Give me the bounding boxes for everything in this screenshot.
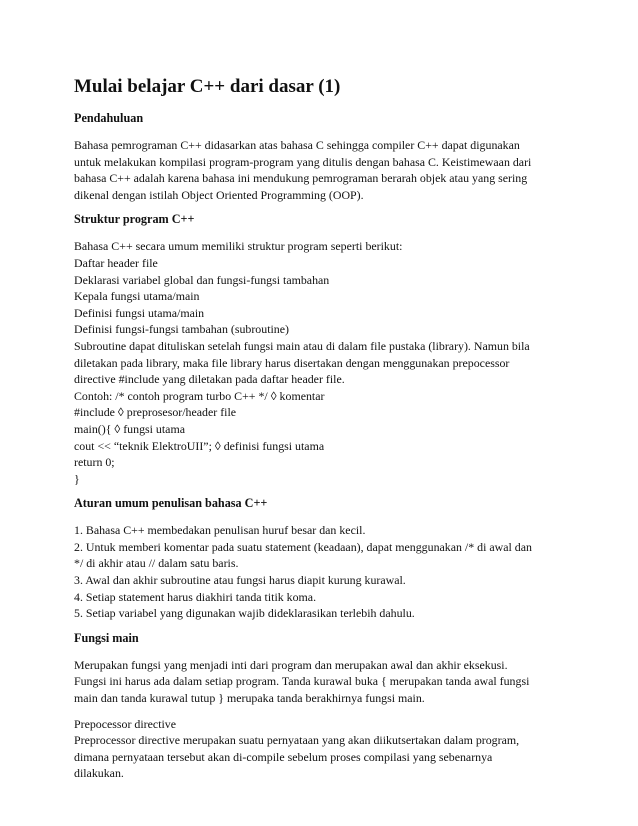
- text-line: Daftar header file: [74, 255, 158, 270]
- text-line: untuk melakukan kompilasi program-program yang ditulis dengan bahasa C. Keistimewaan dari: [74, 154, 532, 169]
- section-heading-aturan: Aturan umum penulisan bahasa C++: [74, 496, 268, 511]
- document-title: Mulai belajar C++ dari dasar (1): [74, 76, 341, 97]
- section-heading-pendahuluan: Pendahuluan: [74, 111, 144, 125]
- code-line: #include ◊ preprosesor/header file: [74, 405, 237, 420]
- document-page: [74, 76, 574, 791]
- code-line: cout << “teknik ElektroUII”; ◊ definisi fungsi utama: [74, 438, 325, 453]
- section-heading-struktur: Struktur program C++: [74, 212, 195, 227]
- list-item: 1. Bahasa C++ membedakan penulisan huruf besar dan kecil.: [74, 523, 366, 538]
- list-item: 2. Untuk memberi komentar pada suatu statement (keadaan), dapat menggunakan /* di awal dan: [74, 539, 532, 554]
- list-item: 4. Setiap statement harus diakhiri tanda titik koma.: [74, 589, 317, 604]
- code-line: }: [74, 471, 80, 486]
- list-item: 3. Awal dan akhir subroutine atau fungsi harus diapit kurung kurawal.: [74, 573, 406, 588]
- text-line: dikenal dengan istilah Object Oriented Programming (OOP).: [74, 187, 364, 202]
- text-line: directive #include yang diletakan pada daftar header file.: [74, 372, 345, 387]
- paragraph-struktur: [74, 238, 574, 487]
- text-line: bahasa C++ adalah karena bahasa ini mendukung pemrograman berarah objek atau yang sering: [74, 171, 528, 186]
- code-line: main(){ ◊ fungsi utama: [74, 421, 185, 436]
- list-item: */ di akhir atau // dalam satu baris.: [74, 556, 239, 571]
- text-line: main dan tanda kurawal tutup } merupaka tanda berakhirnya fungsi main.: [74, 691, 425, 706]
- text-line: Definisi fungsi-fungsi tambahan (subroutine): [74, 322, 289, 337]
- text-line: Definisi fungsi utama/main: [74, 305, 205, 320]
- paragraph-pendahuluan: [74, 137, 574, 203]
- text-line: Preprocessor directive merupakan suatu pernyataan yang akan diikutsertakan dalam program,: [74, 733, 520, 748]
- text-line: Kepala fungsi utama/main: [74, 289, 200, 304]
- section-heading-fungsi-main: Fungsi main: [74, 630, 139, 645]
- text-line: Fungsi ini harus ada dalam setiap program. Tanda kurawal buka { merupakan tanda awal fungsi: [74, 674, 530, 689]
- paragraph-prepocessor: [74, 716, 574, 782]
- text-line: diletakan pada library, maka file library harus disertakan dengan menggunakan prepocessor: [74, 355, 510, 370]
- paragraph-aturan: [74, 522, 574, 622]
- code-line: return 0;: [74, 455, 115, 470]
- text-line: Deklarasi variabel global dan fungsi-fungsi tambahan: [74, 272, 330, 287]
- text-line: Bahasa pemrograman C++ didasarkan atas bahasa C sehingga compiler C++ dapat digunakan: [74, 138, 520, 152]
- text-line: dilakukan.: [74, 766, 124, 781]
- text-line: Subroutine dapat dituliskan setelah fungsi main atau di dalam file pustaka (library). Namun bila: [74, 338, 530, 353]
- text-line: dimana pernyataan tersebut akan di-compile sebelum proses compilasi yang sebenarnya: [74, 749, 493, 764]
- text-line: Prepocessor directive: [74, 716, 177, 731]
- code-line: Contoh: /* contoh program turbo C++ */ ◊ komentar: [74, 388, 325, 403]
- text-line: Merupakan fungsi yang menjadi inti dari program dan merupakan awal dan akhir eksekusi.: [74, 657, 508, 672]
- text-line: Bahasa C++ secara umum memiliki struktur program seperti berikut:: [74, 239, 403, 254]
- list-item: 5. Setiap variabel yang digunakan wajib dideklarasikan terlebih dahulu.: [74, 606, 415, 621]
- paragraph-fungsi-main: [74, 657, 574, 707]
